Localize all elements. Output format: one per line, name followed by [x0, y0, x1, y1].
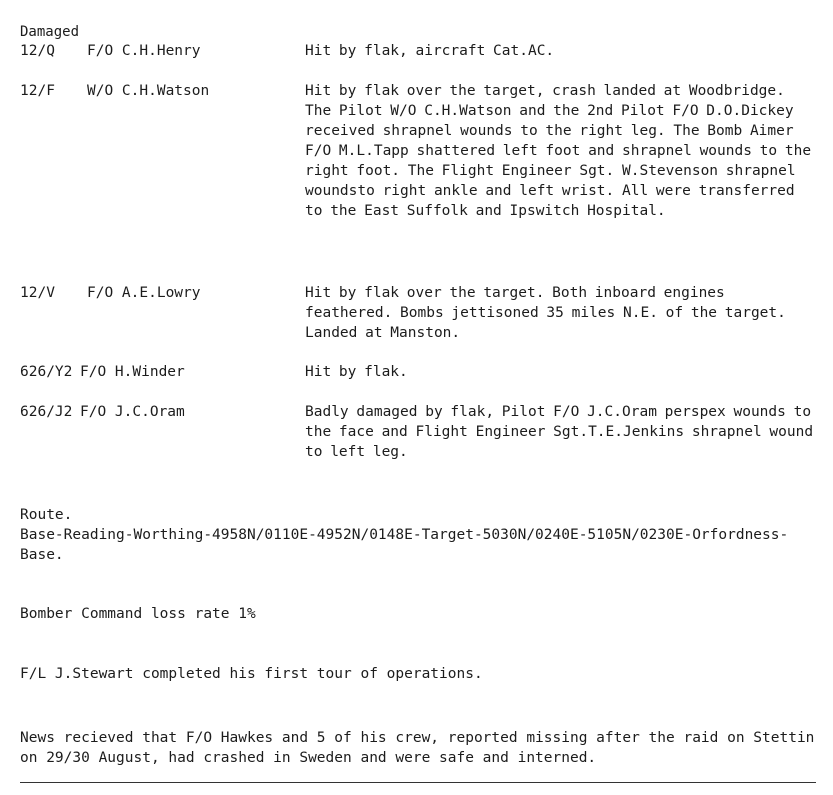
aircraft-code: 626/J2 [20, 404, 73, 420]
pilot-name: F/O A.E.Lowry [87, 285, 201, 301]
damage-description: Badly damaged by flak, Pilot F/O J.C.Oram perspex wounds to the face and Flight Engineer Sgt.T.E.Jenkins shrapnel wound to left leg. [305, 404, 814, 460]
tour-note: F/L J.Stewart completed his first tour of operations. [20, 666, 483, 682]
aircraft-code: 626/Y2 [20, 364, 73, 380]
pilot-name: W/O C.H.Watson [87, 83, 210, 99]
news-note: News recieved that F/O Hawkes and 5 of his crew, reported missing after the raid on Stettin on 29/30 August, had crashed in Sweden and were safe and interned. [20, 730, 815, 766]
bottom-divider [20, 782, 816, 783]
damage-description: Hit by flak over the target. Both inboard engines feathered. Bombs jettisoned 35 miles N.E. of the target. Landed at Manston. [305, 285, 786, 341]
route-section [20, 505, 820, 565]
damage-description: Hit by flak, aircraft Cat.AC. [305, 43, 555, 59]
pilot-name: F/O C.H.Henry [87, 43, 201, 59]
route-label: Route. [20, 507, 73, 523]
damage-description: Hit by flak over the target, crash landed at Woodbridge. The Pilot W/O C.H.Watson and the 2nd Pilot F/O D.O.Dickey received shrapnel wounds to the right leg. The Bomb Aimer F/O M.L.Tapp shattered left foot and shrapnel wounds to the right foot. The Flight Engineer Sgt. W.Stevenson shrapnel woundsto right ankle and left wrist. All were transferred to the East Suffolk and Ipswitch Hospital. [305, 83, 812, 219]
route-text: Base-Reading-Worthing-4958N/0110E-4952N/0148E-Target-5030N/0240E-5105N/0230E-Orfordness-Base. [20, 527, 789, 563]
damage-description: Hit by flak. [305, 364, 408, 380]
aircraft-code: 12/Q [20, 43, 55, 59]
pilot-name: F/O H.Winder [80, 364, 185, 380]
aircraft-code: 12/V [20, 285, 55, 301]
pilot-name: F/O J.C.Oram [80, 404, 185, 420]
section-heading: Damaged [20, 24, 80, 40]
aircraft-code: 12/F [20, 83, 55, 99]
loss-rate-note: Bomber Command loss rate 1% [20, 606, 256, 622]
